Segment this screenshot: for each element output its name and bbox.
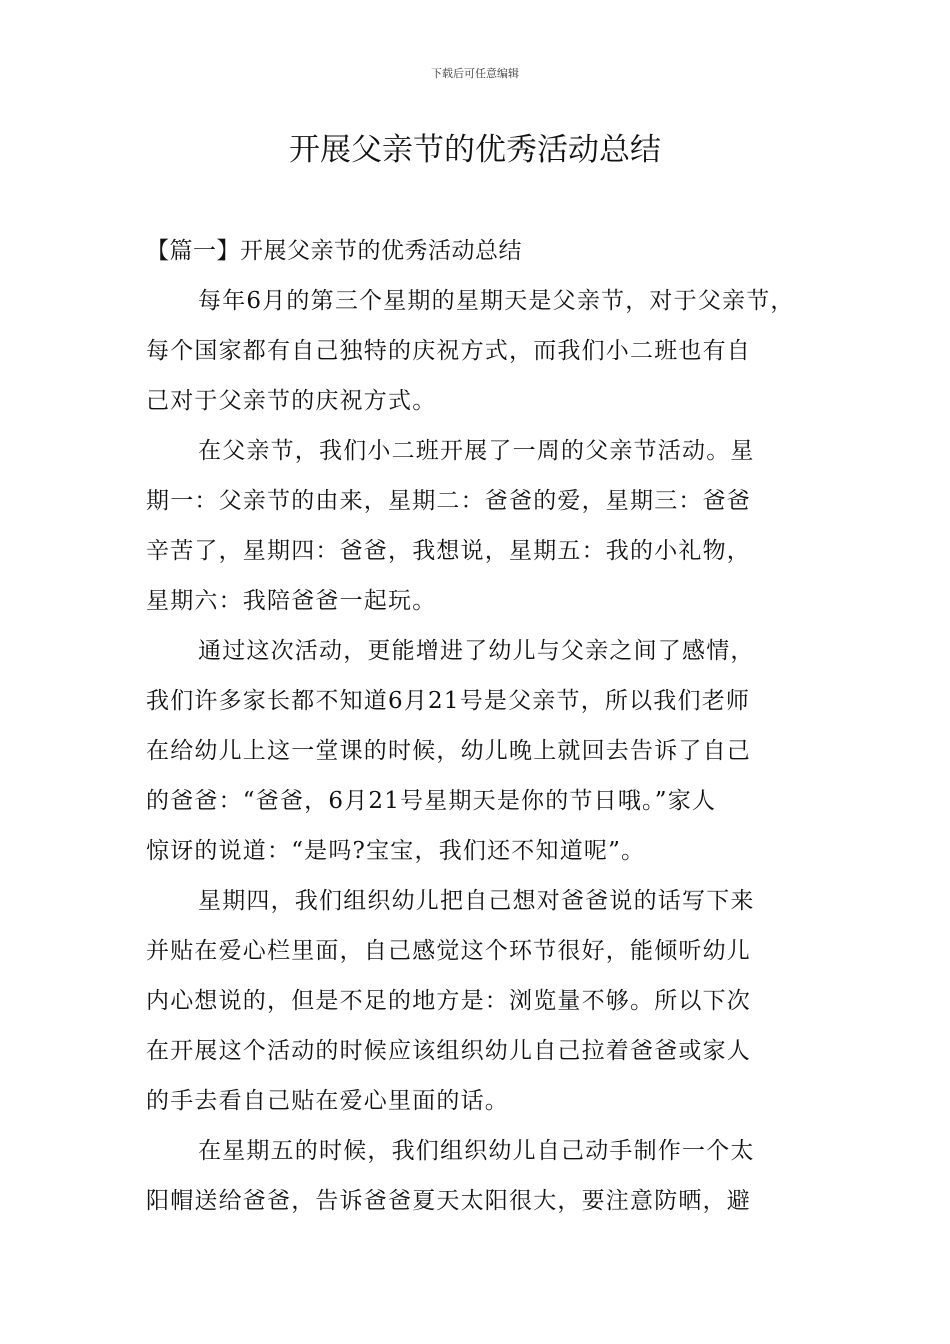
paragraph-line: 通过这次活动，更能增进了幼儿与父亲之间了感情， bbox=[198, 638, 755, 664]
paragraph-line: 在星期五的时候，我们组织幼儿自己动手制作一个太 bbox=[198, 1138, 755, 1164]
paragraph-1 bbox=[146, 276, 818, 426]
document-title: 开展父亲节的优秀活动总结 bbox=[289, 132, 661, 168]
paragraph-5 bbox=[146, 1126, 818, 1226]
paragraph-line: 的手去看自己贴在爱心里面的话。 bbox=[146, 1088, 509, 1114]
paragraph-line: 在父亲节，我们小二班开展了一周的父亲节活动。星 bbox=[198, 438, 755, 464]
paragraph-line: 惊讶的说道：“是吗?宝宝，我们还不知道呢”。 bbox=[146, 838, 646, 864]
paragraph-line: 每个国家都有自己独特的庆祝方式，而我们小二班也有自 bbox=[146, 338, 751, 364]
paragraph-line: 星期四，我们组织幼儿把自己想对爸爸说的话写下来 bbox=[198, 888, 755, 914]
paragraph-line: 星期六：我陪爸爸一起玩。 bbox=[146, 588, 437, 614]
paragraph-line: 阳帽送给爸爸，告诉爸爸夏天太阳很大，要注意防晒，避 bbox=[146, 1188, 751, 1214]
paragraph-line: 辛苦了，星期四：爸爸，我想说，星期五：我的小礼物， bbox=[146, 538, 751, 564]
section-heading: 【篇一】开展父亲节的优秀活动总结 bbox=[146, 238, 522, 264]
paragraph-line: 内心想说的，但是不足的地方是：浏览量不够。所以下次 bbox=[146, 988, 751, 1014]
paragraph-line: 在给幼儿上这一堂课的时候，幼儿晚上就回去告诉了自己 bbox=[146, 738, 751, 764]
paragraph-line: 我们许多家长都不知道6月21号是父亲节，所以我们老师 bbox=[146, 688, 751, 714]
paragraph-line: 在开展这个活动的时候应该组织幼儿自己拉着爸爸或家人 bbox=[146, 1038, 751, 1064]
paragraph-3 bbox=[146, 626, 818, 876]
paragraph-line: 己对于父亲节的庆祝方式。 bbox=[146, 388, 437, 414]
document-body bbox=[146, 226, 818, 1226]
paragraph-line: 每年6月的第三个星期的星期天是父亲节，对于父亲节， bbox=[198, 288, 795, 314]
paragraph-line: 期一：父亲节的由来，星期二：爸爸的爱，星期三：爸爸 bbox=[146, 488, 751, 514]
paragraph-line: 的爸爸：“爸爸，6月21号星期天是你的节日哦。”家人 bbox=[146, 788, 717, 814]
paragraph-line: 并贴在爱心栏里面，自己感觉这个环节很好，能倾听幼儿 bbox=[146, 938, 751, 964]
header-note: 下载后可任意编辑 bbox=[431, 67, 519, 80]
paragraph-2 bbox=[146, 426, 818, 626]
paragraph-4 bbox=[146, 876, 818, 1126]
